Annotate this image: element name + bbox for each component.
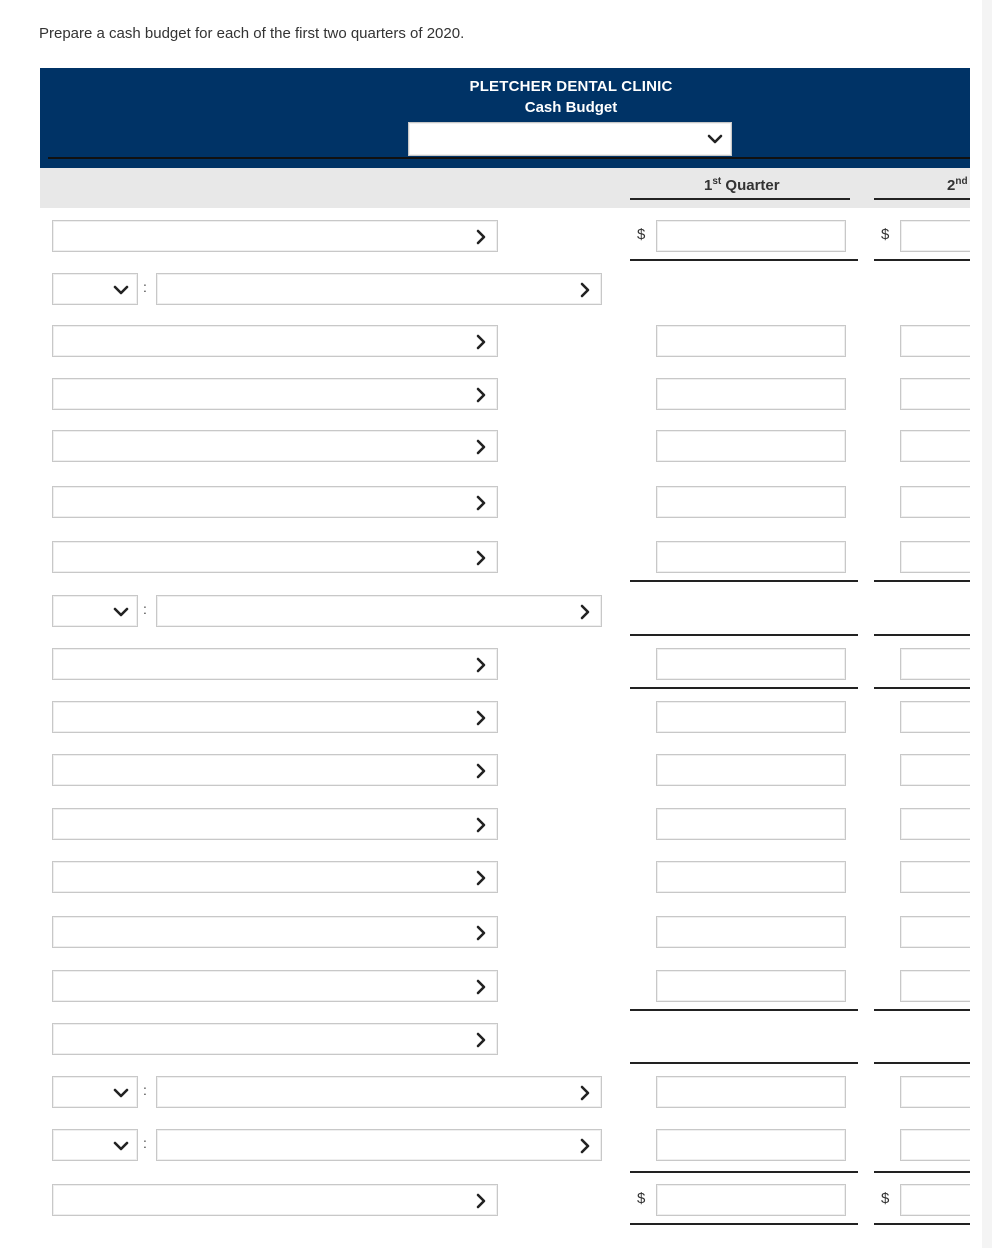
row-9-label-dropdown[interactable]: [52, 701, 498, 733]
instruction-text: Prepare a cash budget for each of the first two quarters of 2020.: [39, 25, 465, 42]
row-7-q2-total-rule: [874, 634, 970, 636]
chevron-right-icon: [473, 229, 489, 245]
row-8-q1-total-rule: [630, 687, 858, 689]
row-14-q2-total-rule: [874, 1009, 970, 1011]
page-scroll-gutter: [982, 0, 992, 1248]
row-11-q1-input[interactable]: [656, 808, 846, 840]
row-0-q1-total-rule: [630, 259, 858, 261]
row-17-q2-input[interactable]: [900, 1129, 970, 1161]
period-dropdown[interactable]: [408, 122, 732, 156]
row-0-q1-currency: $: [637, 226, 646, 243]
row-3-q1-input[interactable]: [656, 378, 846, 410]
row-15-label-dropdown[interactable]: [52, 1023, 498, 1055]
chevron-right-icon: [473, 387, 489, 403]
row-8-q2-input[interactable]: [900, 648, 970, 680]
cash-budget-form: [40, 68, 970, 1248]
chevron-right-icon: [577, 604, 593, 620]
row-17-prefix-dropdown[interactable]: [52, 1129, 138, 1161]
col-header-q2: 2nd: [947, 176, 968, 194]
chevron-right-icon: [473, 1032, 489, 1048]
chevron-right-icon: [473, 657, 489, 673]
row-4-q2-input[interactable]: [900, 430, 970, 462]
chevron-right-icon: [473, 763, 489, 779]
row-16-q2-input[interactable]: [900, 1076, 970, 1108]
row-8-q2-total-rule: [874, 687, 970, 689]
row-14-q1-input[interactable]: [656, 970, 846, 1002]
row-7-label-dropdown[interactable]: [156, 595, 602, 627]
row-2-label-dropdown[interactable]: [52, 325, 498, 357]
chevron-down-icon: [113, 1085, 129, 1101]
row-17-q1-input[interactable]: [656, 1129, 846, 1161]
row-18-label-dropdown[interactable]: [52, 1184, 498, 1216]
row-12-q1-input[interactable]: [656, 861, 846, 893]
chevron-right-icon: [577, 282, 593, 298]
row-12-label-dropdown[interactable]: [52, 861, 498, 893]
row-17-label-dropdown[interactable]: [156, 1129, 602, 1161]
row-11-label-dropdown[interactable]: [52, 808, 498, 840]
chevron-right-icon: [473, 870, 489, 886]
final-total-rule-q2: [874, 1171, 970, 1173]
statement-header: [40, 68, 970, 168]
chevron-right-icon: [473, 439, 489, 455]
row-7-prefix-dropdown[interactable]: [52, 595, 138, 627]
row-11-q2-input[interactable]: [900, 808, 970, 840]
row-14-q2-input[interactable]: [900, 970, 970, 1002]
row-16-label-dropdown[interactable]: [156, 1076, 602, 1108]
row-17-separator: :: [143, 1135, 147, 1151]
chevron-down-icon: [113, 604, 129, 620]
row-2-q1-input[interactable]: [656, 325, 846, 357]
row-0-label-dropdown[interactable]: [52, 220, 498, 252]
row-16-q1-input[interactable]: [656, 1076, 846, 1108]
row-10-q1-input[interactable]: [656, 754, 846, 786]
row-8-q1-input[interactable]: [656, 648, 846, 680]
company-name: PLETCHER DENTAL CLINIC: [469, 78, 673, 95]
row-3-q2-input[interactable]: [900, 378, 970, 410]
row-13-q1-input[interactable]: [656, 916, 846, 948]
row-4-q1-input[interactable]: [656, 430, 846, 462]
row-6-q2-input[interactable]: [900, 541, 970, 573]
row-9-q2-input[interactable]: [900, 701, 970, 733]
chevron-down-icon: [113, 1138, 129, 1154]
chevron-right-icon: [577, 1085, 593, 1101]
row-18-q2-total-rule: [874, 1223, 970, 1225]
row-16-prefix-dropdown[interactable]: [52, 1076, 138, 1108]
col-header-q2-underline: [874, 198, 970, 200]
row-0-q2-currency: $: [881, 226, 890, 243]
row-6-q1-input[interactable]: [656, 541, 846, 573]
chevron-right-icon: [473, 495, 489, 511]
row-7-q1-total-rule: [630, 634, 858, 636]
row-10-q2-input[interactable]: [900, 754, 970, 786]
row-13-q2-input[interactable]: [900, 916, 970, 948]
row-18-q2-input[interactable]: [900, 1184, 970, 1216]
row-18-q1-total-rule: [630, 1223, 858, 1225]
col-header-q1: 1st Quarter: [704, 176, 780, 194]
row-3-label-dropdown[interactable]: [52, 378, 498, 410]
chevron-right-icon: [577, 1138, 593, 1154]
chevron-down-icon: [113, 282, 129, 298]
chevron-right-icon: [473, 925, 489, 941]
row-4-label-dropdown[interactable]: [52, 430, 498, 462]
row-5-q1-input[interactable]: [656, 486, 846, 518]
statement-title: Cash Budget: [524, 99, 618, 116]
chevron-right-icon: [473, 817, 489, 833]
row-15-q2-total-rule: [874, 1062, 970, 1064]
row-15-q1-total-rule: [630, 1062, 858, 1064]
row-13-label-dropdown[interactable]: [52, 916, 498, 948]
row-12-q2-input[interactable]: [900, 861, 970, 893]
row-0-q1-input[interactable]: [656, 220, 846, 252]
row-18-q1-input[interactable]: [656, 1184, 846, 1216]
row-6-q2-total-rule: [874, 580, 970, 582]
column-header-bar: [40, 168, 970, 208]
row-0-q2-input[interactable]: [900, 220, 970, 252]
row-5-q2-input[interactable]: [900, 486, 970, 518]
row-1-label-dropdown[interactable]: [156, 273, 602, 305]
row-2-q2-input[interactable]: [900, 325, 970, 357]
final-total-rule-q1: [630, 1171, 858, 1173]
row-9-q1-input[interactable]: [656, 701, 846, 733]
chevron-right-icon: [473, 710, 489, 726]
row-18-q2-currency: $: [881, 1190, 890, 1207]
row-6-label-dropdown[interactable]: [52, 541, 498, 573]
row-8-label-dropdown[interactable]: [52, 648, 498, 680]
col-header-q1-underline: [630, 198, 850, 200]
row-14-label-dropdown[interactable]: [52, 970, 498, 1002]
row-14-q1-total-rule: [630, 1009, 858, 1011]
row-1-prefix-dropdown[interactable]: [52, 273, 138, 305]
row-16-separator: :: [143, 1082, 147, 1098]
chevron-right-icon: [473, 550, 489, 566]
row-6-q1-total-rule: [630, 580, 858, 582]
chevron-right-icon: [473, 1193, 489, 1209]
row-5-label-dropdown[interactable]: [52, 486, 498, 518]
chevron-down-icon: [707, 131, 723, 147]
row-18-q1-currency: $: [637, 1190, 646, 1207]
row-1-separator: :: [143, 279, 147, 295]
row-0-q2-total-rule: [874, 259, 970, 261]
row-7-separator: :: [143, 601, 147, 617]
header-divider: [48, 157, 970, 159]
chevron-right-icon: [473, 979, 489, 995]
chevron-right-icon: [473, 334, 489, 350]
row-10-label-dropdown[interactable]: [52, 754, 498, 786]
